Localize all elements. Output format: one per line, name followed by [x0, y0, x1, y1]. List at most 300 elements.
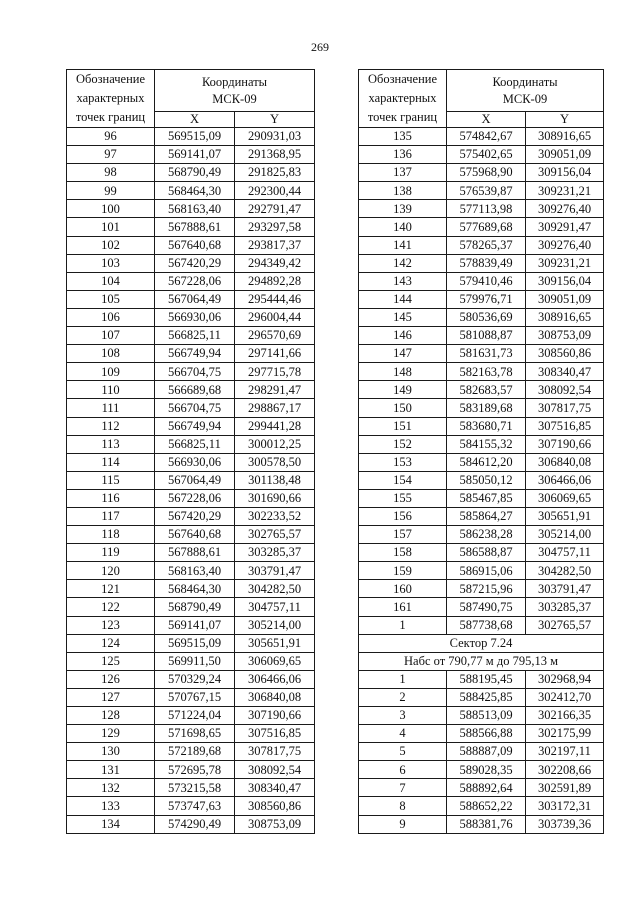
table-row: [359, 128, 604, 146]
table-row: [359, 688, 604, 706]
x-coordinate-cell: 566749,94: [155, 345, 235, 363]
y-coordinate-cell: 295444,46: [235, 290, 315, 308]
point-id-cell: 123: [67, 616, 155, 634]
header-y: Y: [235, 112, 315, 128]
point-id-cell: 119: [67, 544, 155, 562]
y-coordinate-cell: 307516,85: [235, 725, 315, 743]
point-id-cell: 150: [359, 399, 447, 417]
table-row: [359, 218, 604, 236]
y-coordinate-cell: 306466,06: [526, 471, 604, 489]
point-id-cell: 99: [67, 182, 155, 200]
point-id-cell: 1: [359, 670, 447, 688]
table-row: [359, 146, 604, 164]
x-coordinate-cell: 568464,30: [155, 580, 235, 598]
x-coordinate-cell: 588425,85: [447, 688, 526, 706]
point-id-cell: 100: [67, 200, 155, 218]
header-coords-line: Координаты: [201, 74, 268, 89]
x-coordinate-cell: 585467,85: [447, 489, 526, 507]
point-id-cell: 149: [359, 381, 447, 399]
point-id-cell: 145: [359, 308, 447, 326]
y-coordinate-cell: 309276,40: [526, 236, 604, 254]
x-coordinate-cell: 567228,06: [155, 489, 235, 507]
x-coordinate-cell: 574842,67: [447, 128, 526, 146]
point-id-cell: 153: [359, 453, 447, 471]
y-coordinate-cell: 309156,04: [526, 272, 604, 290]
x-coordinate-cell: 572189,68: [155, 743, 235, 761]
header-label-line: Обозначение: [367, 72, 438, 86]
x-coordinate-cell: 570767,15: [155, 688, 235, 706]
header-label-line: характерных: [76, 91, 145, 105]
header-label-line: Обозначение: [75, 72, 146, 86]
table-row: [359, 598, 604, 616]
y-coordinate-cell: 300578,50: [235, 453, 315, 471]
y-coordinate-cell: 291368,95: [235, 146, 315, 164]
coordinates-table-right: [358, 69, 604, 834]
table-row: [359, 345, 604, 363]
table-body-sector: [359, 670, 604, 833]
table-row: [67, 815, 315, 833]
point-id-cell: 105: [67, 290, 155, 308]
point-id-cell: 111: [67, 399, 155, 417]
table-row: [359, 308, 604, 326]
table-row: [67, 272, 315, 290]
x-coordinate-cell: 573215,58: [155, 779, 235, 797]
y-coordinate-cell: 307190,66: [526, 435, 604, 453]
point-id-cell: 132: [67, 779, 155, 797]
x-coordinate-cell: 566689,68: [155, 381, 235, 399]
y-coordinate-cell: 299441,28: [235, 417, 315, 435]
table-row: [67, 743, 315, 761]
table-row: [67, 381, 315, 399]
table-body-left: [67, 128, 315, 834]
table-row: [67, 616, 315, 634]
table-row: [359, 399, 604, 417]
point-id-cell: 148: [359, 363, 447, 381]
point-id-cell: 116: [67, 489, 155, 507]
table-row: [359, 815, 604, 833]
y-coordinate-cell: 306466,06: [235, 670, 315, 688]
x-coordinate-cell: 583680,71: [447, 417, 526, 435]
x-coordinate-cell: 569515,09: [155, 128, 235, 146]
coordinates-table-left: [66, 69, 315, 834]
header-point-label: [359, 70, 447, 128]
table-row: [67, 345, 315, 363]
x-coordinate-cell: 571698,65: [155, 725, 235, 743]
point-id-cell: 131: [67, 761, 155, 779]
point-id-cell: 138: [359, 182, 447, 200]
x-coordinate-cell: 582163,78: [447, 363, 526, 381]
table-row: [359, 526, 604, 544]
y-coordinate-cell: 297715,78: [235, 363, 315, 381]
y-coordinate-cell: 309231,21: [526, 254, 604, 272]
table-row: [67, 471, 315, 489]
table-row: [67, 526, 315, 544]
page-number: 269: [311, 40, 329, 54]
point-id-cell: 161: [359, 598, 447, 616]
point-id-cell: 147: [359, 345, 447, 363]
table-row: [67, 435, 315, 453]
table-row: [359, 290, 604, 308]
point-id-cell: 160: [359, 580, 447, 598]
table-row: [359, 381, 604, 399]
x-coordinate-cell: 586238,28: [447, 526, 526, 544]
table-row: [359, 453, 604, 471]
x-coordinate-cell: 580536,69: [447, 308, 526, 326]
point-id-cell: 146: [359, 327, 447, 345]
table-row: [67, 236, 315, 254]
point-id-cell: 159: [359, 562, 447, 580]
x-coordinate-cell: 587490,75: [447, 598, 526, 616]
point-id-cell: 118: [67, 526, 155, 544]
point-id-cell: 8: [359, 797, 447, 815]
table-row: [67, 182, 315, 200]
table-row: [67, 707, 315, 725]
table-row: [67, 417, 315, 435]
y-coordinate-cell: 296004,44: [235, 308, 315, 326]
point-id-cell: 113: [67, 435, 155, 453]
x-coordinate-cell: 573747,63: [155, 797, 235, 815]
header-coords-line: МСК-09: [212, 91, 257, 106]
point-id-cell: 142: [359, 254, 447, 272]
x-coordinate-cell: 584155,32: [447, 435, 526, 453]
x-coordinate-cell: 567640,68: [155, 236, 235, 254]
y-coordinate-cell: 307817,75: [526, 399, 604, 417]
y-coordinate-cell: 308340,47: [235, 779, 315, 797]
point-id-cell: 107: [67, 327, 155, 345]
y-coordinate-cell: 302233,52: [235, 507, 315, 525]
point-id-cell: 120: [67, 562, 155, 580]
point-id-cell: 154: [359, 471, 447, 489]
x-coordinate-cell: 569141,07: [155, 146, 235, 164]
point-id-cell: 155: [359, 489, 447, 507]
y-coordinate-cell: 297141,66: [235, 345, 315, 363]
point-id-cell: 6: [359, 761, 447, 779]
point-id-cell: 157: [359, 526, 447, 544]
point-id-cell: 144: [359, 290, 447, 308]
y-coordinate-cell: 305214,00: [235, 616, 315, 634]
y-coordinate-cell: 308560,86: [526, 345, 604, 363]
header-label-line: характерных: [368, 91, 437, 105]
table-row: [67, 544, 315, 562]
point-id-cell: 98: [67, 164, 155, 182]
x-coordinate-cell: 571224,04: [155, 707, 235, 725]
point-id-cell: 141: [359, 236, 447, 254]
x-coordinate-cell: 569911,50: [155, 652, 235, 670]
point-id-cell: 97: [67, 146, 155, 164]
point-id-cell: 129: [67, 725, 155, 743]
y-coordinate-cell: 305214,00: [526, 526, 604, 544]
point-id-cell: 128: [67, 707, 155, 725]
table-row: [359, 743, 604, 761]
point-id-cell: 108: [67, 345, 155, 363]
point-id-cell: 101: [67, 218, 155, 236]
point-id-cell: 133: [67, 797, 155, 815]
y-coordinate-cell: 309231,21: [526, 182, 604, 200]
y-coordinate-cell: 291825,83: [235, 164, 315, 182]
x-coordinate-cell: 572695,78: [155, 761, 235, 779]
x-coordinate-cell: 585050,12: [447, 471, 526, 489]
point-id-cell: 117: [67, 507, 155, 525]
y-coordinate-cell: 302968,94: [526, 670, 604, 688]
header-label-line: точек границ: [75, 110, 146, 124]
point-id-cell: 134: [67, 815, 155, 833]
table-row: [359, 327, 604, 345]
x-coordinate-cell: 589028,35: [447, 761, 526, 779]
table-row: [67, 146, 315, 164]
sector-header: [359, 634, 604, 670]
x-coordinate-cell: 567640,68: [155, 526, 235, 544]
table-row: [67, 290, 315, 308]
y-coordinate-cell: 309291,47: [526, 218, 604, 236]
table-row: [67, 327, 315, 345]
table-row: [67, 797, 315, 815]
y-coordinate-cell: 292300,44: [235, 182, 315, 200]
x-coordinate-cell: 566825,11: [155, 435, 235, 453]
table-body-right: [359, 128, 604, 635]
table-row: [67, 453, 315, 471]
y-coordinate-cell: 302208,66: [526, 761, 604, 779]
x-coordinate-cell: 584612,20: [447, 453, 526, 471]
x-coordinate-cell: 586588,87: [447, 544, 526, 562]
sector-height-row: [359, 652, 604, 670]
table-row: [67, 128, 315, 146]
y-coordinate-cell: 292791,47: [235, 200, 315, 218]
table-row: [359, 544, 604, 562]
x-coordinate-cell: 581631,73: [447, 345, 526, 363]
point-id-cell: 156: [359, 507, 447, 525]
y-coordinate-cell: 302765,57: [235, 526, 315, 544]
table-row: [359, 417, 604, 435]
y-coordinate-cell: 302412,70: [526, 688, 604, 706]
point-id-cell: 125: [67, 652, 155, 670]
point-id-cell: 158: [359, 544, 447, 562]
table-row: [67, 200, 315, 218]
x-coordinate-cell: 576539,87: [447, 182, 526, 200]
table-row: [359, 707, 604, 725]
y-coordinate-cell: 306069,65: [526, 489, 604, 507]
header-coords-line: МСК-09: [502, 91, 548, 106]
table-row: [359, 761, 604, 779]
point-id-cell: 121: [67, 580, 155, 598]
x-coordinate-cell: 568163,40: [155, 200, 235, 218]
table-row: [359, 254, 604, 272]
y-coordinate-cell: 298867,17: [235, 399, 315, 417]
table-row: [67, 598, 315, 616]
y-coordinate-cell: 303285,37: [526, 598, 604, 616]
sector-title-row: [359, 634, 604, 652]
y-coordinate-cell: 307190,66: [235, 707, 315, 725]
point-id-cell: 9: [359, 815, 447, 833]
point-id-cell: 151: [359, 417, 447, 435]
x-coordinate-cell: 567888,61: [155, 544, 235, 562]
x-coordinate-cell: 567064,49: [155, 471, 235, 489]
y-coordinate-cell: 304282,50: [526, 562, 604, 580]
y-coordinate-cell: 301138,48: [235, 471, 315, 489]
x-coordinate-cell: 568790,49: [155, 164, 235, 182]
y-coordinate-cell: 305651,91: [526, 507, 604, 525]
table-row: [67, 688, 315, 706]
header-coordinates: [447, 70, 604, 112]
x-coordinate-cell: 588513,09: [447, 707, 526, 725]
table-row: [67, 164, 315, 182]
x-coordinate-cell: 579976,71: [447, 290, 526, 308]
y-coordinate-cell: 301690,66: [235, 489, 315, 507]
table-row: [359, 471, 604, 489]
table-row: [359, 272, 604, 290]
sector-title: Сектор 7.24: [359, 634, 604, 652]
x-coordinate-cell: 588381,76: [447, 815, 526, 833]
x-coordinate-cell: 582683,57: [447, 381, 526, 399]
y-coordinate-cell: 308092,54: [526, 381, 604, 399]
y-coordinate-cell: 306840,08: [235, 688, 315, 706]
x-coordinate-cell: 577689,68: [447, 218, 526, 236]
table-row: [359, 489, 604, 507]
x-coordinate-cell: 588892,64: [447, 779, 526, 797]
x-coordinate-cell: 587738,68: [447, 616, 526, 634]
y-coordinate-cell: 302175,99: [526, 725, 604, 743]
y-coordinate-cell: 298291,47: [235, 381, 315, 399]
point-id-cell: 3: [359, 707, 447, 725]
x-coordinate-cell: 587215,96: [447, 580, 526, 598]
x-coordinate-cell: 586915,06: [447, 562, 526, 580]
point-id-cell: 104: [67, 272, 155, 290]
x-coordinate-cell: 568790,49: [155, 598, 235, 616]
point-id-cell: 136: [359, 146, 447, 164]
point-id-cell: 122: [67, 598, 155, 616]
header-point-label: [67, 70, 155, 128]
table-row: [67, 670, 315, 688]
y-coordinate-cell: 294892,28: [235, 272, 315, 290]
table-row: [67, 507, 315, 525]
y-coordinate-cell: 308092,54: [235, 761, 315, 779]
point-id-cell: 137: [359, 164, 447, 182]
y-coordinate-cell: 309051,09: [526, 290, 604, 308]
point-id-cell: 130: [67, 743, 155, 761]
point-id-cell: 114: [67, 453, 155, 471]
table-row: [67, 489, 315, 507]
point-id-cell: 135: [359, 128, 447, 146]
point-id-cell: 112: [67, 417, 155, 435]
point-id-cell: 126: [67, 670, 155, 688]
table-row: [359, 435, 604, 453]
table-row: [359, 363, 604, 381]
x-coordinate-cell: 567888,61: [155, 218, 235, 236]
y-coordinate-cell: 290931,03: [235, 128, 315, 146]
x-coordinate-cell: 579410,46: [447, 272, 526, 290]
x-coordinate-cell: 569515,09: [155, 634, 235, 652]
y-coordinate-cell: 303172,31: [526, 797, 604, 815]
table-row: [67, 725, 315, 743]
x-coordinate-cell: 588566,88: [447, 725, 526, 743]
y-coordinate-cell: 304282,50: [235, 580, 315, 598]
point-id-cell: 96: [67, 128, 155, 146]
y-coordinate-cell: 303791,47: [526, 580, 604, 598]
x-coordinate-cell: 588195,45: [447, 670, 526, 688]
x-coordinate-cell: 583189,68: [447, 399, 526, 417]
y-coordinate-cell: 307817,75: [235, 743, 315, 761]
table-row: [359, 507, 604, 525]
header-y: Y: [526, 112, 604, 128]
x-coordinate-cell: 585864,27: [447, 507, 526, 525]
y-coordinate-cell: 308340,47: [526, 363, 604, 381]
table-row: [67, 779, 315, 797]
x-coordinate-cell: 569141,07: [155, 616, 235, 634]
y-coordinate-cell: 308753,09: [235, 815, 315, 833]
y-coordinate-cell: 303739,36: [526, 815, 604, 833]
point-id-cell: 5: [359, 743, 447, 761]
x-coordinate-cell: 588652,22: [447, 797, 526, 815]
table-row: [67, 308, 315, 326]
y-coordinate-cell: 304757,11: [526, 544, 604, 562]
x-coordinate-cell: 566704,75: [155, 363, 235, 381]
header-coords-line: Координаты: [492, 74, 558, 89]
table-row: [359, 779, 604, 797]
y-coordinate-cell: 309276,40: [526, 200, 604, 218]
x-coordinate-cell: 566930,06: [155, 308, 235, 326]
x-coordinate-cell: 581088,87: [447, 327, 526, 345]
point-id-cell: 103: [67, 254, 155, 272]
y-coordinate-cell: 303791,47: [235, 562, 315, 580]
y-coordinate-cell: 309051,09: [526, 146, 604, 164]
y-coordinate-cell: 293817,37: [235, 236, 315, 254]
y-coordinate-cell: 302591,89: [526, 779, 604, 797]
point-id-cell: 1: [359, 616, 447, 634]
header-x: X: [155, 112, 235, 128]
point-id-cell: 143: [359, 272, 447, 290]
y-coordinate-cell: 303285,37: [235, 544, 315, 562]
y-coordinate-cell: 309156,04: [526, 164, 604, 182]
table-row: [359, 616, 604, 634]
point-id-cell: 115: [67, 471, 155, 489]
header-x: X: [447, 112, 526, 128]
y-coordinate-cell: 302166,35: [526, 707, 604, 725]
y-coordinate-cell: 302765,57: [526, 616, 604, 634]
y-coordinate-cell: 306069,65: [235, 652, 315, 670]
table-row: [67, 218, 315, 236]
point-id-cell: 102: [67, 236, 155, 254]
x-coordinate-cell: 588887,09: [447, 743, 526, 761]
sector-height-range: Набс от 790,77 м до 795,13 м: [359, 652, 604, 670]
table-row: [359, 670, 604, 688]
y-coordinate-cell: 306840,08: [526, 453, 604, 471]
y-coordinate-cell: 293297,58: [235, 218, 315, 236]
x-coordinate-cell: 567420,29: [155, 507, 235, 525]
table-row: [359, 200, 604, 218]
y-coordinate-cell: 307516,85: [526, 417, 604, 435]
y-coordinate-cell: 294349,42: [235, 254, 315, 272]
point-id-cell: 152: [359, 435, 447, 453]
y-coordinate-cell: 308916,65: [526, 128, 604, 146]
table-row: [359, 725, 604, 743]
table-row: [359, 580, 604, 598]
table-row: [359, 797, 604, 815]
x-coordinate-cell: 568163,40: [155, 562, 235, 580]
table-row: [67, 634, 315, 652]
point-id-cell: 106: [67, 308, 155, 326]
point-id-cell: 110: [67, 381, 155, 399]
table-row: [67, 399, 315, 417]
x-coordinate-cell: 574290,49: [155, 815, 235, 833]
point-id-cell: 109: [67, 363, 155, 381]
x-coordinate-cell: 566930,06: [155, 453, 235, 471]
y-coordinate-cell: 302197,11: [526, 743, 604, 761]
point-id-cell: 127: [67, 688, 155, 706]
y-coordinate-cell: 300012,25: [235, 435, 315, 453]
y-coordinate-cell: 308753,09: [526, 327, 604, 345]
table-row: [67, 580, 315, 598]
x-coordinate-cell: 567064,49: [155, 290, 235, 308]
x-coordinate-cell: 566825,11: [155, 327, 235, 345]
